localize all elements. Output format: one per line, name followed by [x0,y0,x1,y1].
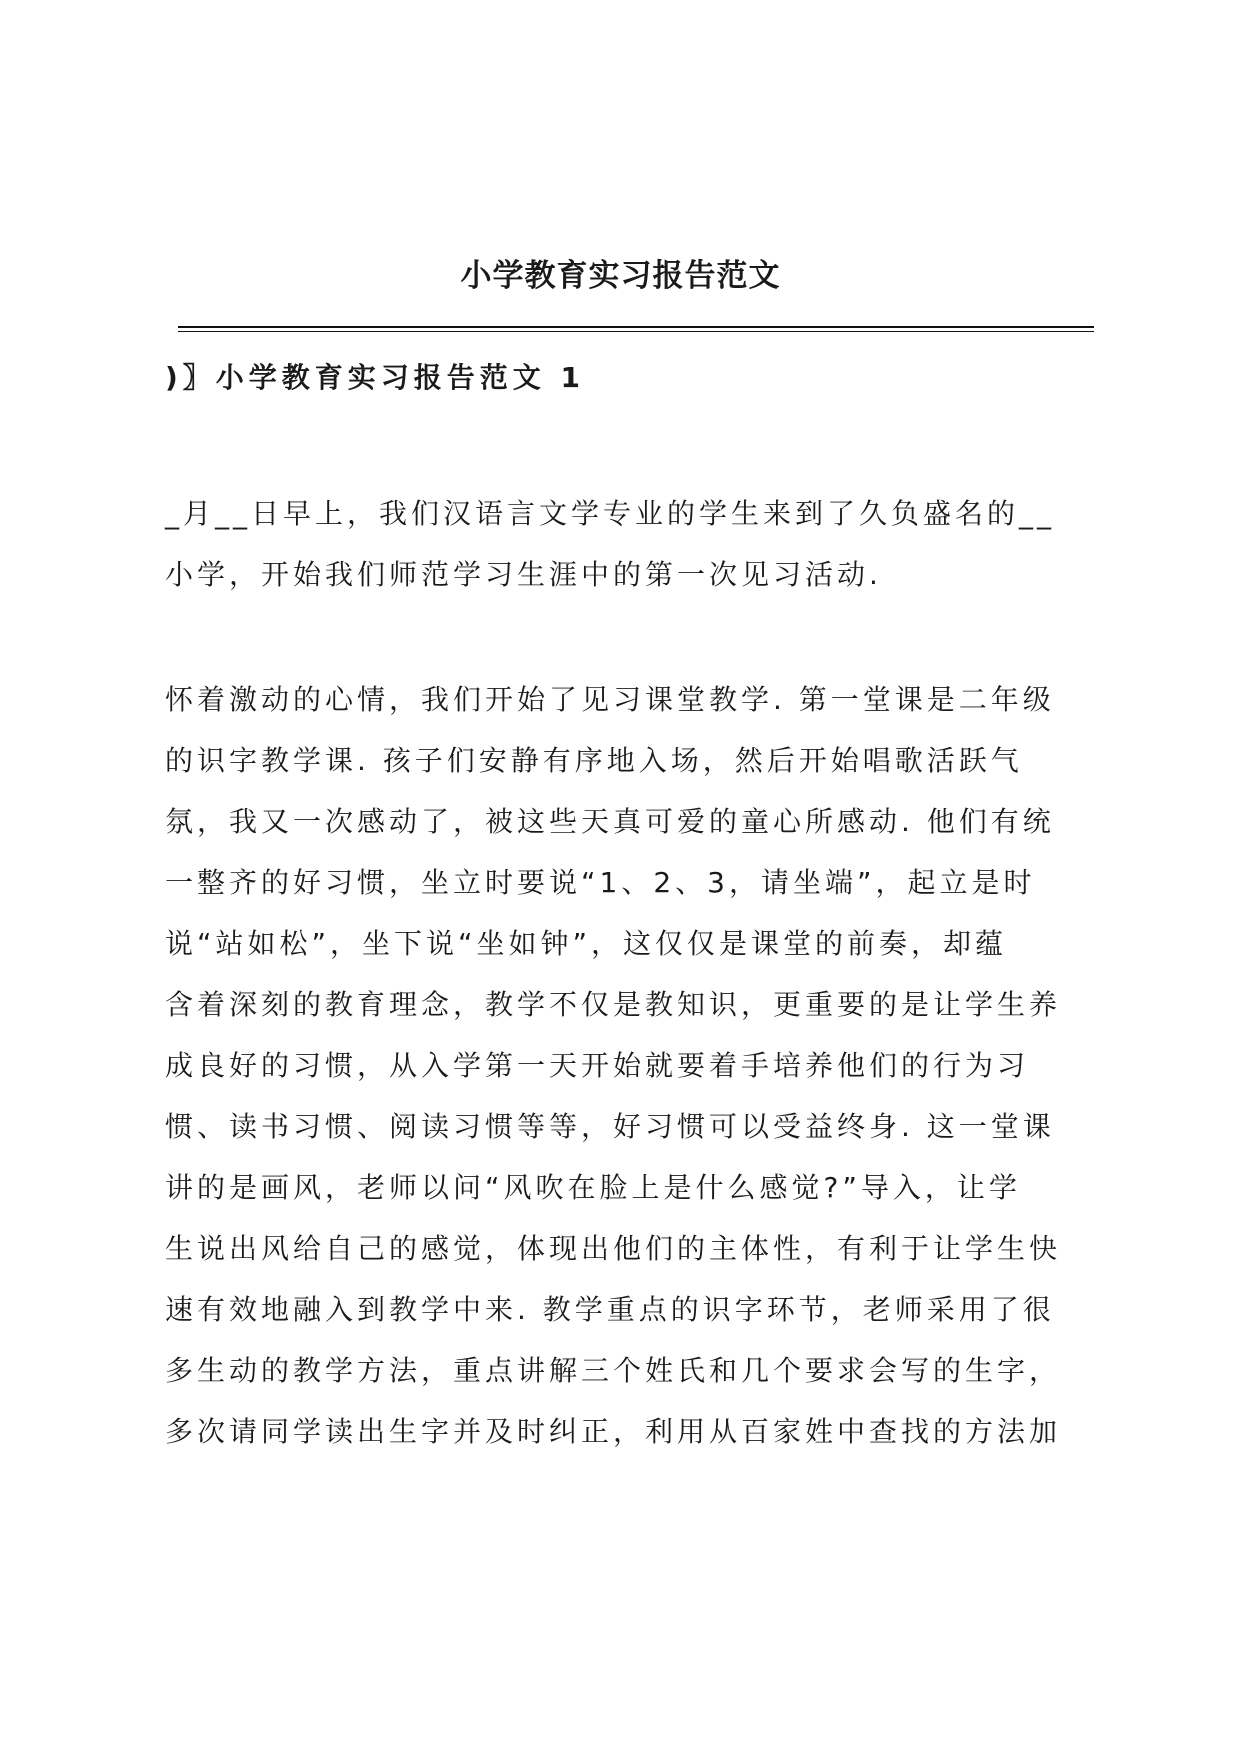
paragraph-line: 的识字教学课. 孩子们安静有序地入场，然后开始唱歌活跃气 [165,744,1023,777]
title-divider [178,326,1094,332]
paragraph-line: 多次请同学读出生字并及时纠正，利用从百家姓中查找的方法加 [165,1415,1062,1448]
paragraph-line: 生说出风给自己的感觉，体现出他们的主体性，有利于让学生快 [165,1232,1062,1265]
paragraph-line: 含着深刻的教育理念，教学不仅是教知识，更重要的是让学生养 [165,988,1062,1021]
paragraph-line: 说“站如松”，坐下说“坐如钟”，这仅仅是课堂的前奏，却蕴 [165,927,1008,960]
document-title: 小学教育实习报告范文 [460,258,781,294]
paragraph-line: 小学，开始我们师范学习生涯中的第一次见习活动. [165,558,882,591]
paragraph-line: 惯、读书习惯、阅读习惯等等，好习惯可以受益终身. 这一堂课 [165,1110,1055,1143]
paragraph-line: _月__日早上，我们汉语言文学专业的学生来到了久负盛名的__ [165,497,1056,530]
paragraph-line: 氛，我又一次感动了，被这些天真可爱的童心所感动. 他们有统 [165,805,1055,838]
paragraph-2 [165,669,1095,1462]
paragraph-line: 怀着激动的心情，我们开始了见习课堂教学. 第一堂课是二年级 [165,683,1055,716]
paragraph-1 [165,483,1095,605]
paragraph-line: 速有效地融入到教学中来. 教学重点的识字环节，老师采用了很 [165,1293,1055,1326]
section-heading: )〗小学教育实习报告范文 1 [165,361,586,394]
paragraph-line: 一整齐的好习惯，坐立时要说“1、2、3，请坐端”，起立是时 [165,866,1036,899]
paragraph-line: 讲的是画风，老师以问“风吹在脸上是什么感觉?”导入，让学 [165,1171,1021,1204]
paragraph-line: 多生动的教学方法，重点讲解三个姓氏和几个要求会写的生字， [165,1354,1062,1387]
paragraph-line: 成良好的习惯，从入学第一天开始就要着手培养他们的行为习 [165,1049,1030,1082]
